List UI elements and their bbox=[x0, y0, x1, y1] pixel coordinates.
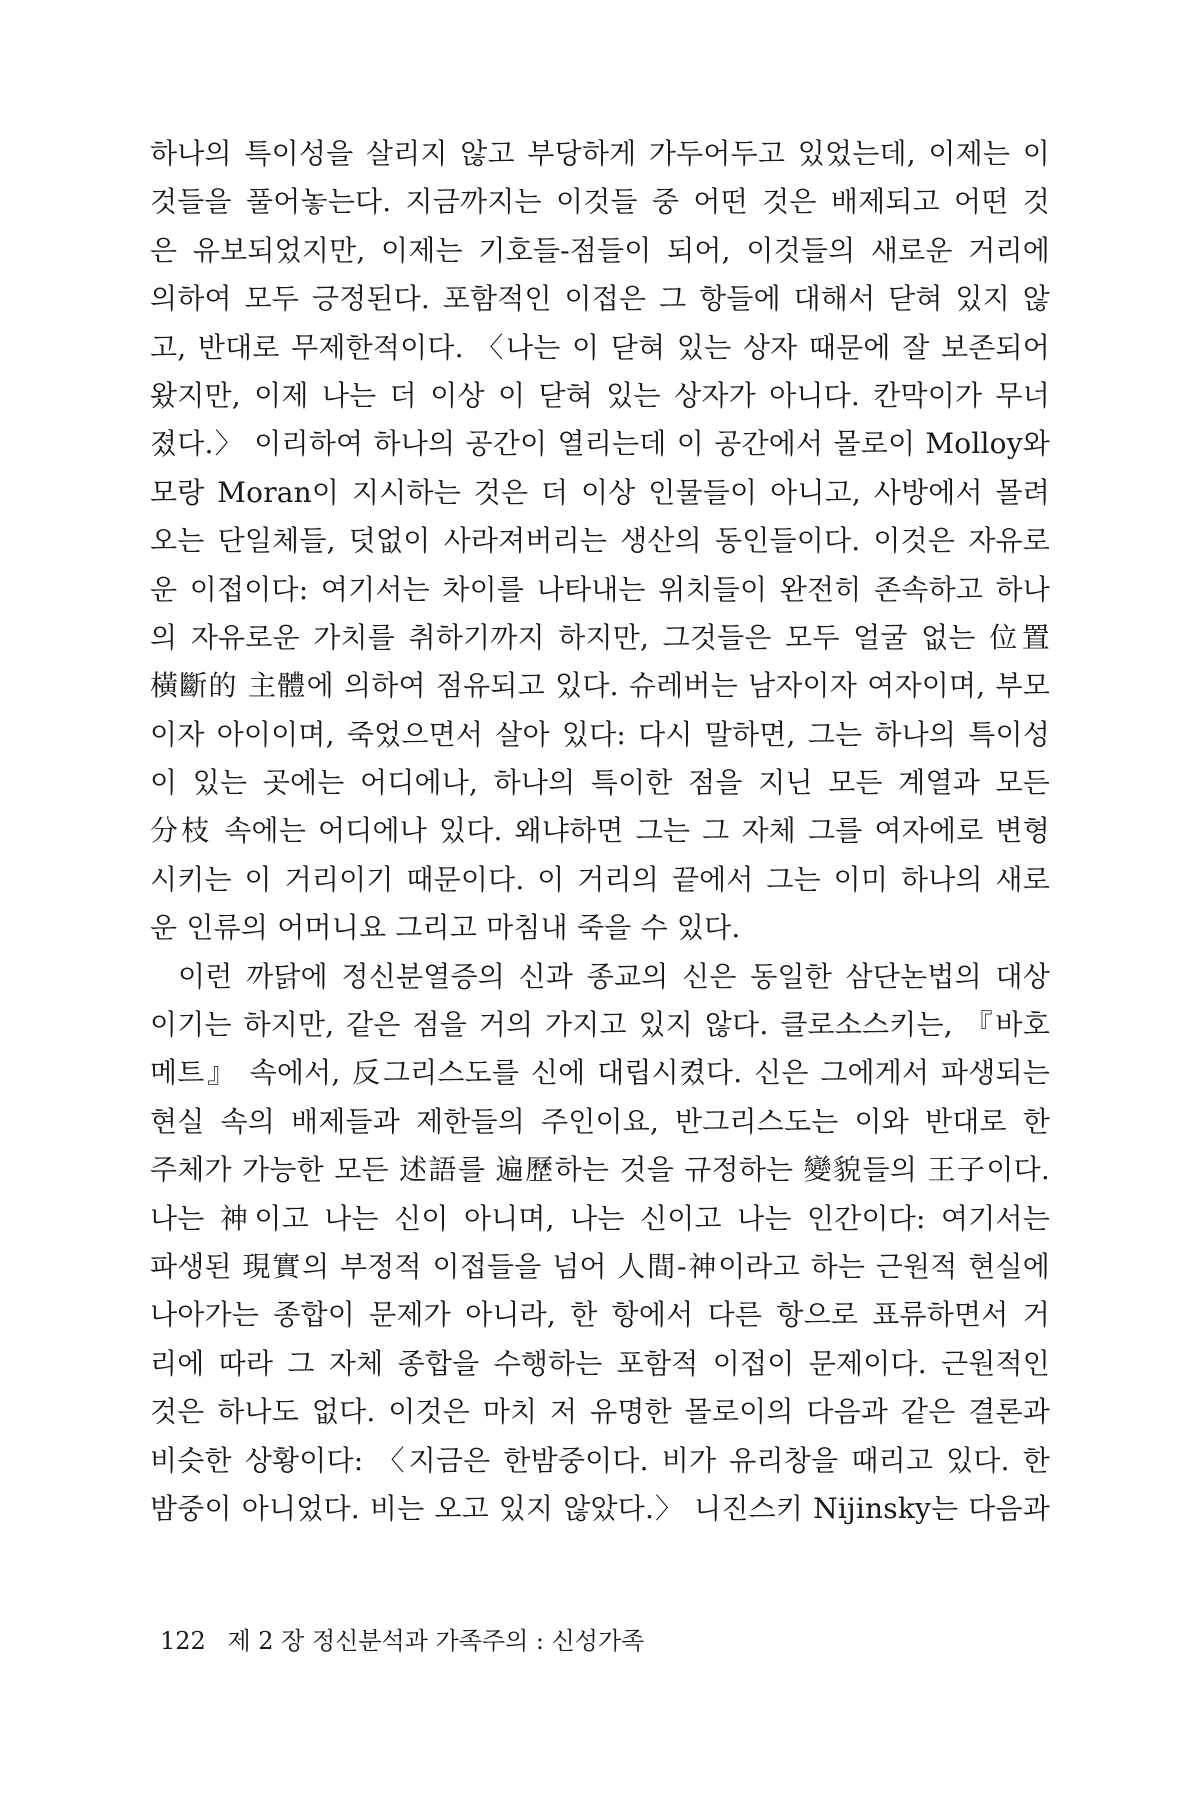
paragraph-2 bbox=[150, 953, 1050, 1534]
text-line: 分枝 속에는 어디에나 있다. 왜냐하면 그는 그 자체 그를 여자에로 변형 bbox=[150, 814, 1050, 848]
text-line: 졌다.〉 이리하여 하나의 공간이 열리는데 이 공간에서 몰로이 Molloy와 bbox=[150, 427, 1050, 461]
chapter-title: 제 2 장 정신분석과 가족주의 : 신성가족 bbox=[227, 1627, 645, 1655]
text-line: 시키는 이 거리이기 때문이다. 이 거리의 끝에서 그는 이미 하나의 새로 bbox=[150, 862, 1050, 896]
text-line: 이기는 하지만, 같은 점을 거의 가지고 있지 않다. 클로소스키는, 『바호 bbox=[150, 1008, 1050, 1042]
text-line: 의하여 모두 긍정된다. 포함적인 이접은 그 항들에 대해서 닫혀 있지 않 bbox=[150, 282, 1050, 316]
text-line: 리에 따라 그 자체 종합을 수행하는 포함적 이접이 문제이다. 근원적인 bbox=[150, 1346, 1050, 1380]
text-line: 모랑 Moran이 지시하는 것은 더 이상 인물들이 아니고, 사방에서 몰려 bbox=[150, 475, 1050, 509]
page-number: 122 bbox=[160, 1627, 206, 1655]
text-line: 운 이접이다: 여기서는 차이를 나타내는 위치들이 완전히 존속하고 하나 bbox=[150, 572, 1050, 606]
body-text bbox=[150, 130, 1050, 1533]
text-line: 메트』 속에서, 反그리스도를 신에 대립시켰다. 신은 그에게서 파생되는 bbox=[150, 1056, 1050, 1090]
text-line: 주체가 가능한 모든 述語를 遍歷하는 것을 규정하는 變貌들의 王子이다. bbox=[150, 1153, 1050, 1187]
text-line: 비슷한 상황이다: 〈지금은 한밤중이다. 비가 유리창을 때리고 있다. 한 bbox=[150, 1443, 1050, 1477]
paragraph-1 bbox=[150, 130, 1050, 953]
text-line: 이런 까닭에 정신분열증의 신과 종교의 신은 동일한 삼단논법의 대상 bbox=[178, 959, 1050, 993]
text-line: 파생된 現實의 부정적 이접들을 넘어 人間-神이라고 하는 근원적 현실에 bbox=[150, 1249, 1050, 1283]
text-line: 이자 아이이며, 죽었으면서 살아 있다: 다시 말하면, 그는 하나의 특이성 bbox=[150, 717, 1050, 751]
text-line: 왔지만, 이제 나는 더 이상 이 닫혀 있는 상자가 아니다. 칸막이가 무너 bbox=[150, 378, 1050, 412]
text-line: 것은 하나도 없다. 이것은 마치 저 유명한 몰로이의 다음과 같은 결론과 bbox=[150, 1395, 1050, 1429]
text-line: 은 유보되었지만, 이제는 기호들-점들이 되어, 이것들의 새로운 거리에 bbox=[150, 233, 1050, 267]
text-line: 것들을 풀어놓는다. 지금까지는 이것들 중 어떤 것은 배제되고 어떤 것 bbox=[150, 185, 1050, 219]
text-line: 하나의 특이성을 살리지 않고 부당하게 가두어두고 있었는데, 이제는 이 bbox=[150, 137, 1050, 170]
text-line: 의 자유로운 가치를 취하기까지 하지만, 그것들은 모두 얼굴 없는 位置 bbox=[150, 620, 1050, 654]
text-line: 이 있는 곳에는 어디에나, 하나의 특이한 점을 지닌 모든 계열과 모든 bbox=[150, 766, 1050, 800]
text-line: 나아가는 종합이 문제가 아니라, 한 항에서 다른 항으로 표류하면서 거 bbox=[150, 1298, 1050, 1332]
text-line: 나는 神이고 나는 신이 아니며, 나는 신이고 나는 인간이다: 여기서는 bbox=[150, 1201, 1050, 1235]
page-footer bbox=[160, 1626, 644, 1656]
text-line: 오는 단일체들, 덧없이 사라져버리는 생산의 동인들이다. 이것은 자유로 bbox=[150, 524, 1050, 558]
text-line: 현실 속의 배제들과 제한들의 주인이요, 반그리스도는 이와 반대로 한 bbox=[150, 1104, 1050, 1138]
text-line: 橫斷的 主體에 의하여 점유되고 있다. 슈레버는 남자이자 여자이며, 부모 bbox=[150, 669, 1050, 703]
text-line: 밤중이 아니었다. 비는 오고 있지 않았다.〉 니진스키 Nijinsky는 다음과 bbox=[150, 1491, 1050, 1525]
text-line: 고, 반대로 무제한적이다. 〈나는 이 닫혀 있는 상자 때문에 잘 보존되어 bbox=[150, 330, 1050, 364]
text-line: 운 인류의 어머니요 그리고 마침내 죽을 수 있다. bbox=[150, 911, 741, 945]
